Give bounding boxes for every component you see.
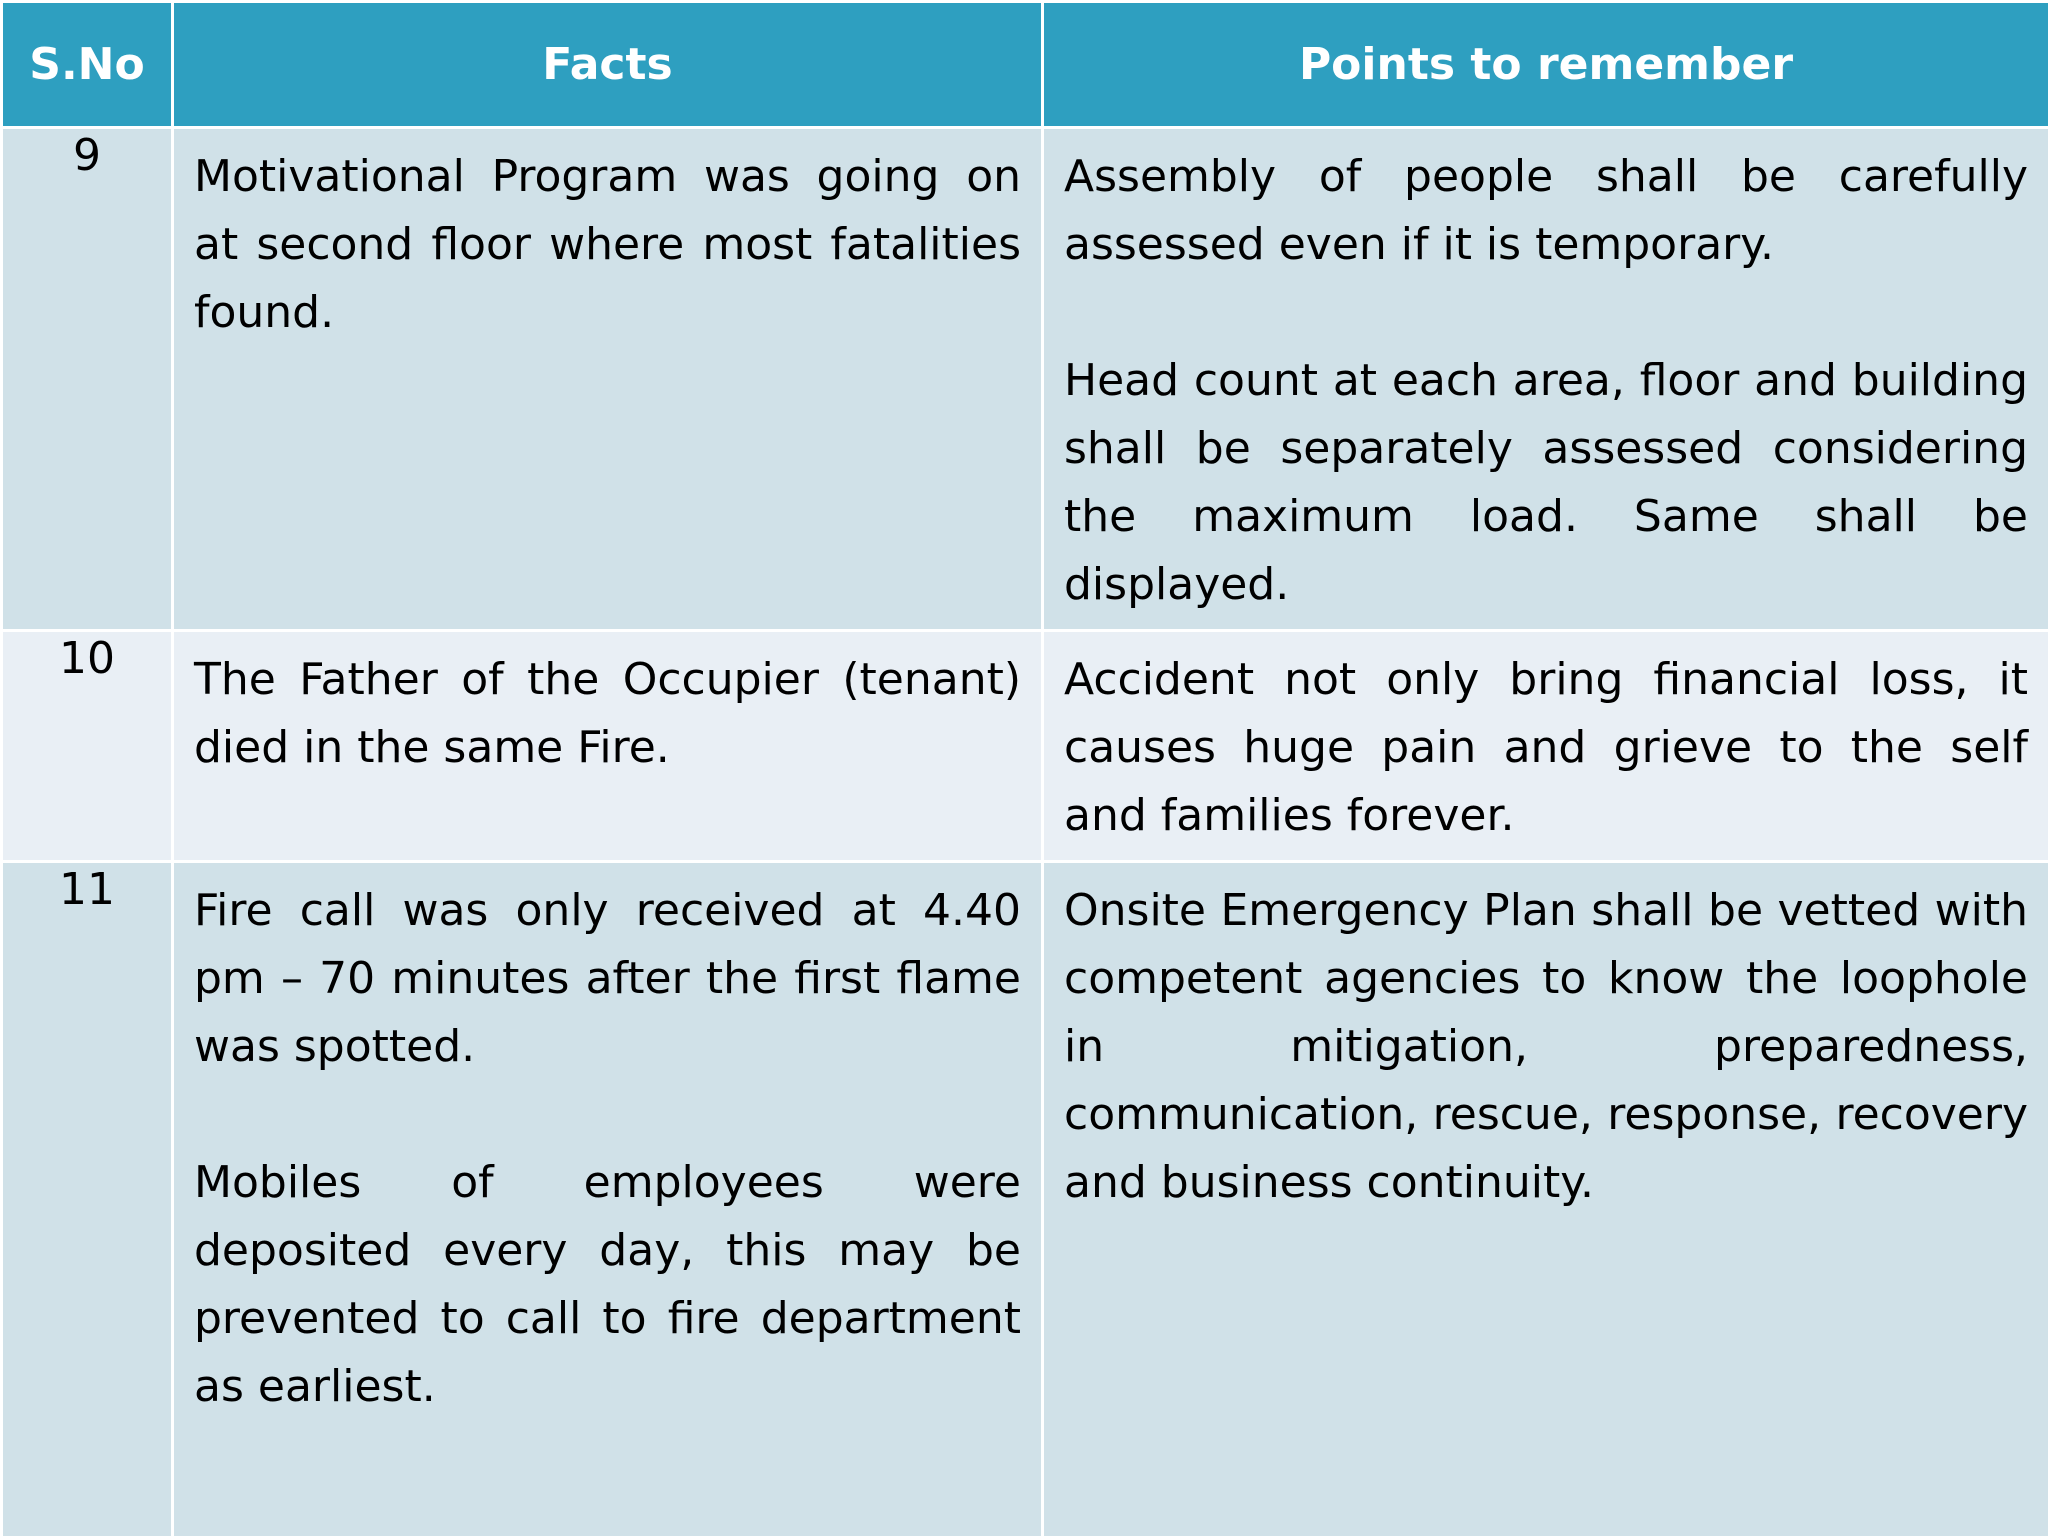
facts-paragraph: Fire call was only received at 4.40 pm – 70 minutes after the first flame was spotted.	[194, 885, 1021, 1072]
row-number: 9	[2, 128, 173, 631]
points-paragraph: Head count at each area, floor and building shall be separately assessed considering the maximum load. Same shall be displayed.	[1064, 355, 2028, 610]
header-sno: S.No	[2, 2, 173, 128]
facts-cell	[173, 862, 1043, 1536]
row-number: 10	[2, 631, 173, 862]
facts-paragraph: The Father of the Occupier (tenant) died in the same Fire.	[194, 654, 1021, 773]
header-points: Points to remember	[1043, 2, 2048, 128]
header-facts: Facts	[173, 2, 1043, 128]
table-header-row	[2, 2, 2048, 128]
points-paragraph: Assembly of people shall be carefully assessed even if it is temporary.	[1064, 151, 2028, 270]
facts-cell	[173, 128, 1043, 631]
table-row	[2, 631, 2048, 862]
facts-paragraph: Motivational Program was going on at second floor where most fatalities found.	[194, 151, 1021, 338]
points-cell	[1043, 128, 2048, 631]
table-row	[2, 128, 2048, 631]
row-number: 11	[2, 862, 173, 1536]
points-cell	[1043, 862, 2048, 1536]
table-row	[2, 862, 2048, 1536]
facts-paragraph: Mobiles of employees were deposited every day, this may be prevented to call to fire department as earliest.	[194, 1157, 1021, 1412]
points-cell	[1043, 631, 2048, 862]
points-paragraph: Accident not only bring financial loss, it causes huge pain and grieve to the self and families forever.	[1064, 654, 2028, 841]
points-paragraph: Onsite Emergency Plan shall be vetted with competent agencies to know the loophole in mitigation, preparedness, communication, rescue, response, recovery and business continuity.	[1064, 885, 2028, 1208]
facts-cell	[173, 631, 1043, 862]
